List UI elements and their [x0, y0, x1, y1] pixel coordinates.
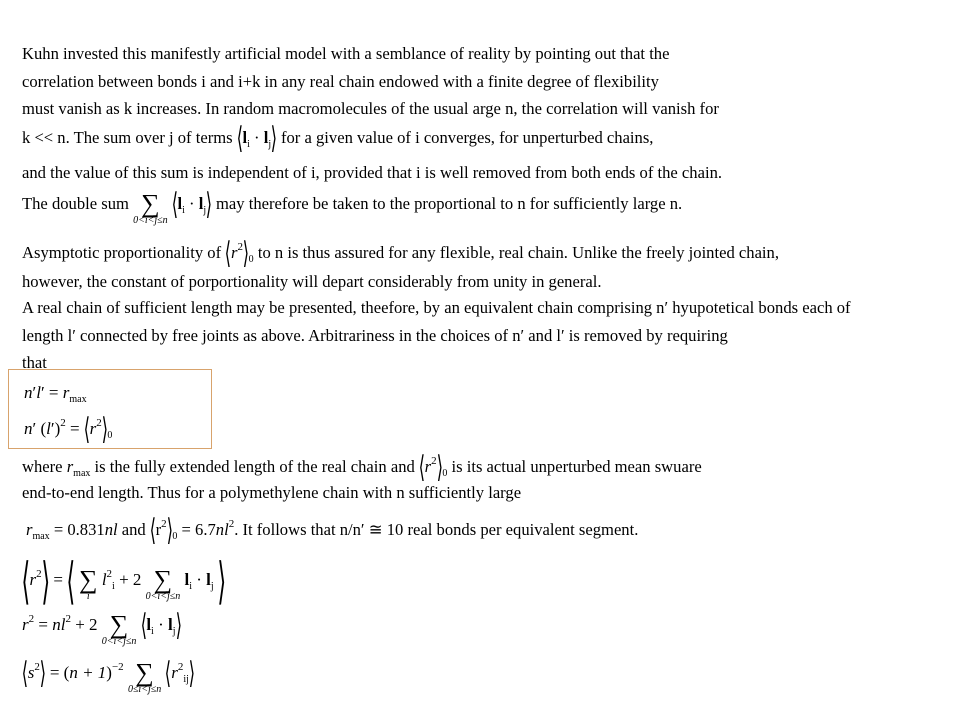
text-line-4	[22, 122, 654, 155]
text-line-1: Kuhn invested this manifestly artificial model with a semblance of reality by pointing out that the	[22, 44, 670, 63]
mean-square-r: $⟨r^2⟩_0$	[224, 237, 254, 270]
text-line-9: A real chain of sufficient length may be presented, theefore, by an equivalent chain comprising n′ hyupotetical bonds each of	[22, 298, 851, 317]
text-line-4b: for a given value of i converges, for unperturbed chains,	[280, 128, 654, 147]
text-line-14c: = 6.7	[181, 520, 216, 539]
text-line-7	[22, 237, 779, 270]
text-line-12: where $r_{max}$ is the fully extended length of the real chain and $⟨r^2⟩_0$ is its actual unperturbed mean swuare	[22, 451, 702, 484]
text-line-6	[22, 188, 683, 226]
text-line-8: however, the constant of porportionality will depart considerably from unity in general.	[22, 272, 602, 291]
text-line-7b: to n is thus assured for any flexible, real chain. Unlike the freely jointed chain,	[257, 243, 779, 262]
equation-s2: $⟨s^2⟩ = (n + 1)^{-2}$ ∑ 0≤i<j≤n $⟨r^2_{ij}⟩$	[21, 657, 195, 695]
double-sum-symbol: ∑ 0<i<j≤n	[133, 189, 168, 226]
text-line-12c: is its actual unperturbed mean swuare	[451, 457, 702, 476]
text-line-11: that	[22, 353, 47, 372]
text-line-6b: may therefore be taken to the proportional to n for sufficiently large n.	[216, 194, 683, 213]
text-line-5: and the value of this sum is independent of i, provided that i is well removed from both ends of the chain.	[22, 163, 723, 182]
text-line-6a: The double sum	[22, 194, 129, 213]
text-line-4a: k << n. The sum over j of terms	[22, 128, 233, 147]
bond-correlation-term: $⟨l_i$ · $l_j⟩$	[236, 122, 278, 155]
equation-mean-r2-expansion: $⟨r^2⟩$ = ⟨ ∑ i $l^2_i + 2$ ∑ 0<i<j≤n $l_i \cdot l_j$ ⟩	[21, 553, 227, 609]
text-line-13: end-to-end length. Thus for a polymethylene chain with n sufficiently large	[22, 483, 522, 502]
text-line-3: must vanish as k increases. In random macromolecules of the usual arge n, the correlation will vanish for	[22, 99, 719, 118]
text-line-12b: is the fully extended length of the real chain and	[94, 457, 415, 476]
text-line-12a: where	[22, 457, 63, 476]
text-line-14: $r_{max} = 0.831nl$ and $⟨r^2⟩_0 = 6.7nl^2$. It follows that n/n′ ≅ 10 real bonds per equivalent segment.	[26, 514, 639, 547]
equation-nl-rmax: $n'l' = r_{max}$	[24, 383, 87, 405]
double-sum-term: $⟨l_i$ · $l_j⟩$	[171, 188, 213, 221]
text-line-14a: = 0.831	[53, 520, 105, 539]
equation-r2: $r^2 = nl^2 + 2$ ∑ 0<i<j≤n $⟨l_i$ · $l_j⟩$	[22, 609, 182, 647]
text-line-14d: . It follows that n/n′ ≅ 10 real bonds per equivalent segment.	[234, 520, 639, 539]
text-line-2: correlation between bonds i and i+k in any real chain endowed with a finite degree of flexibility	[22, 72, 659, 91]
text-line-10: length l′ connected by free joints as above. Arbitrariness in the choices of n′ and l′ is removed by requiring	[22, 326, 728, 345]
text-line-7a: Asymptotic proportionality of	[22, 243, 222, 262]
sum-limits: 0<i<j≤n	[133, 215, 168, 226]
equation-n-l-squared: n′ $(l')^2$ = $⟨r^2⟩_0$	[24, 413, 113, 446]
text-line-14b: and	[121, 520, 146, 539]
